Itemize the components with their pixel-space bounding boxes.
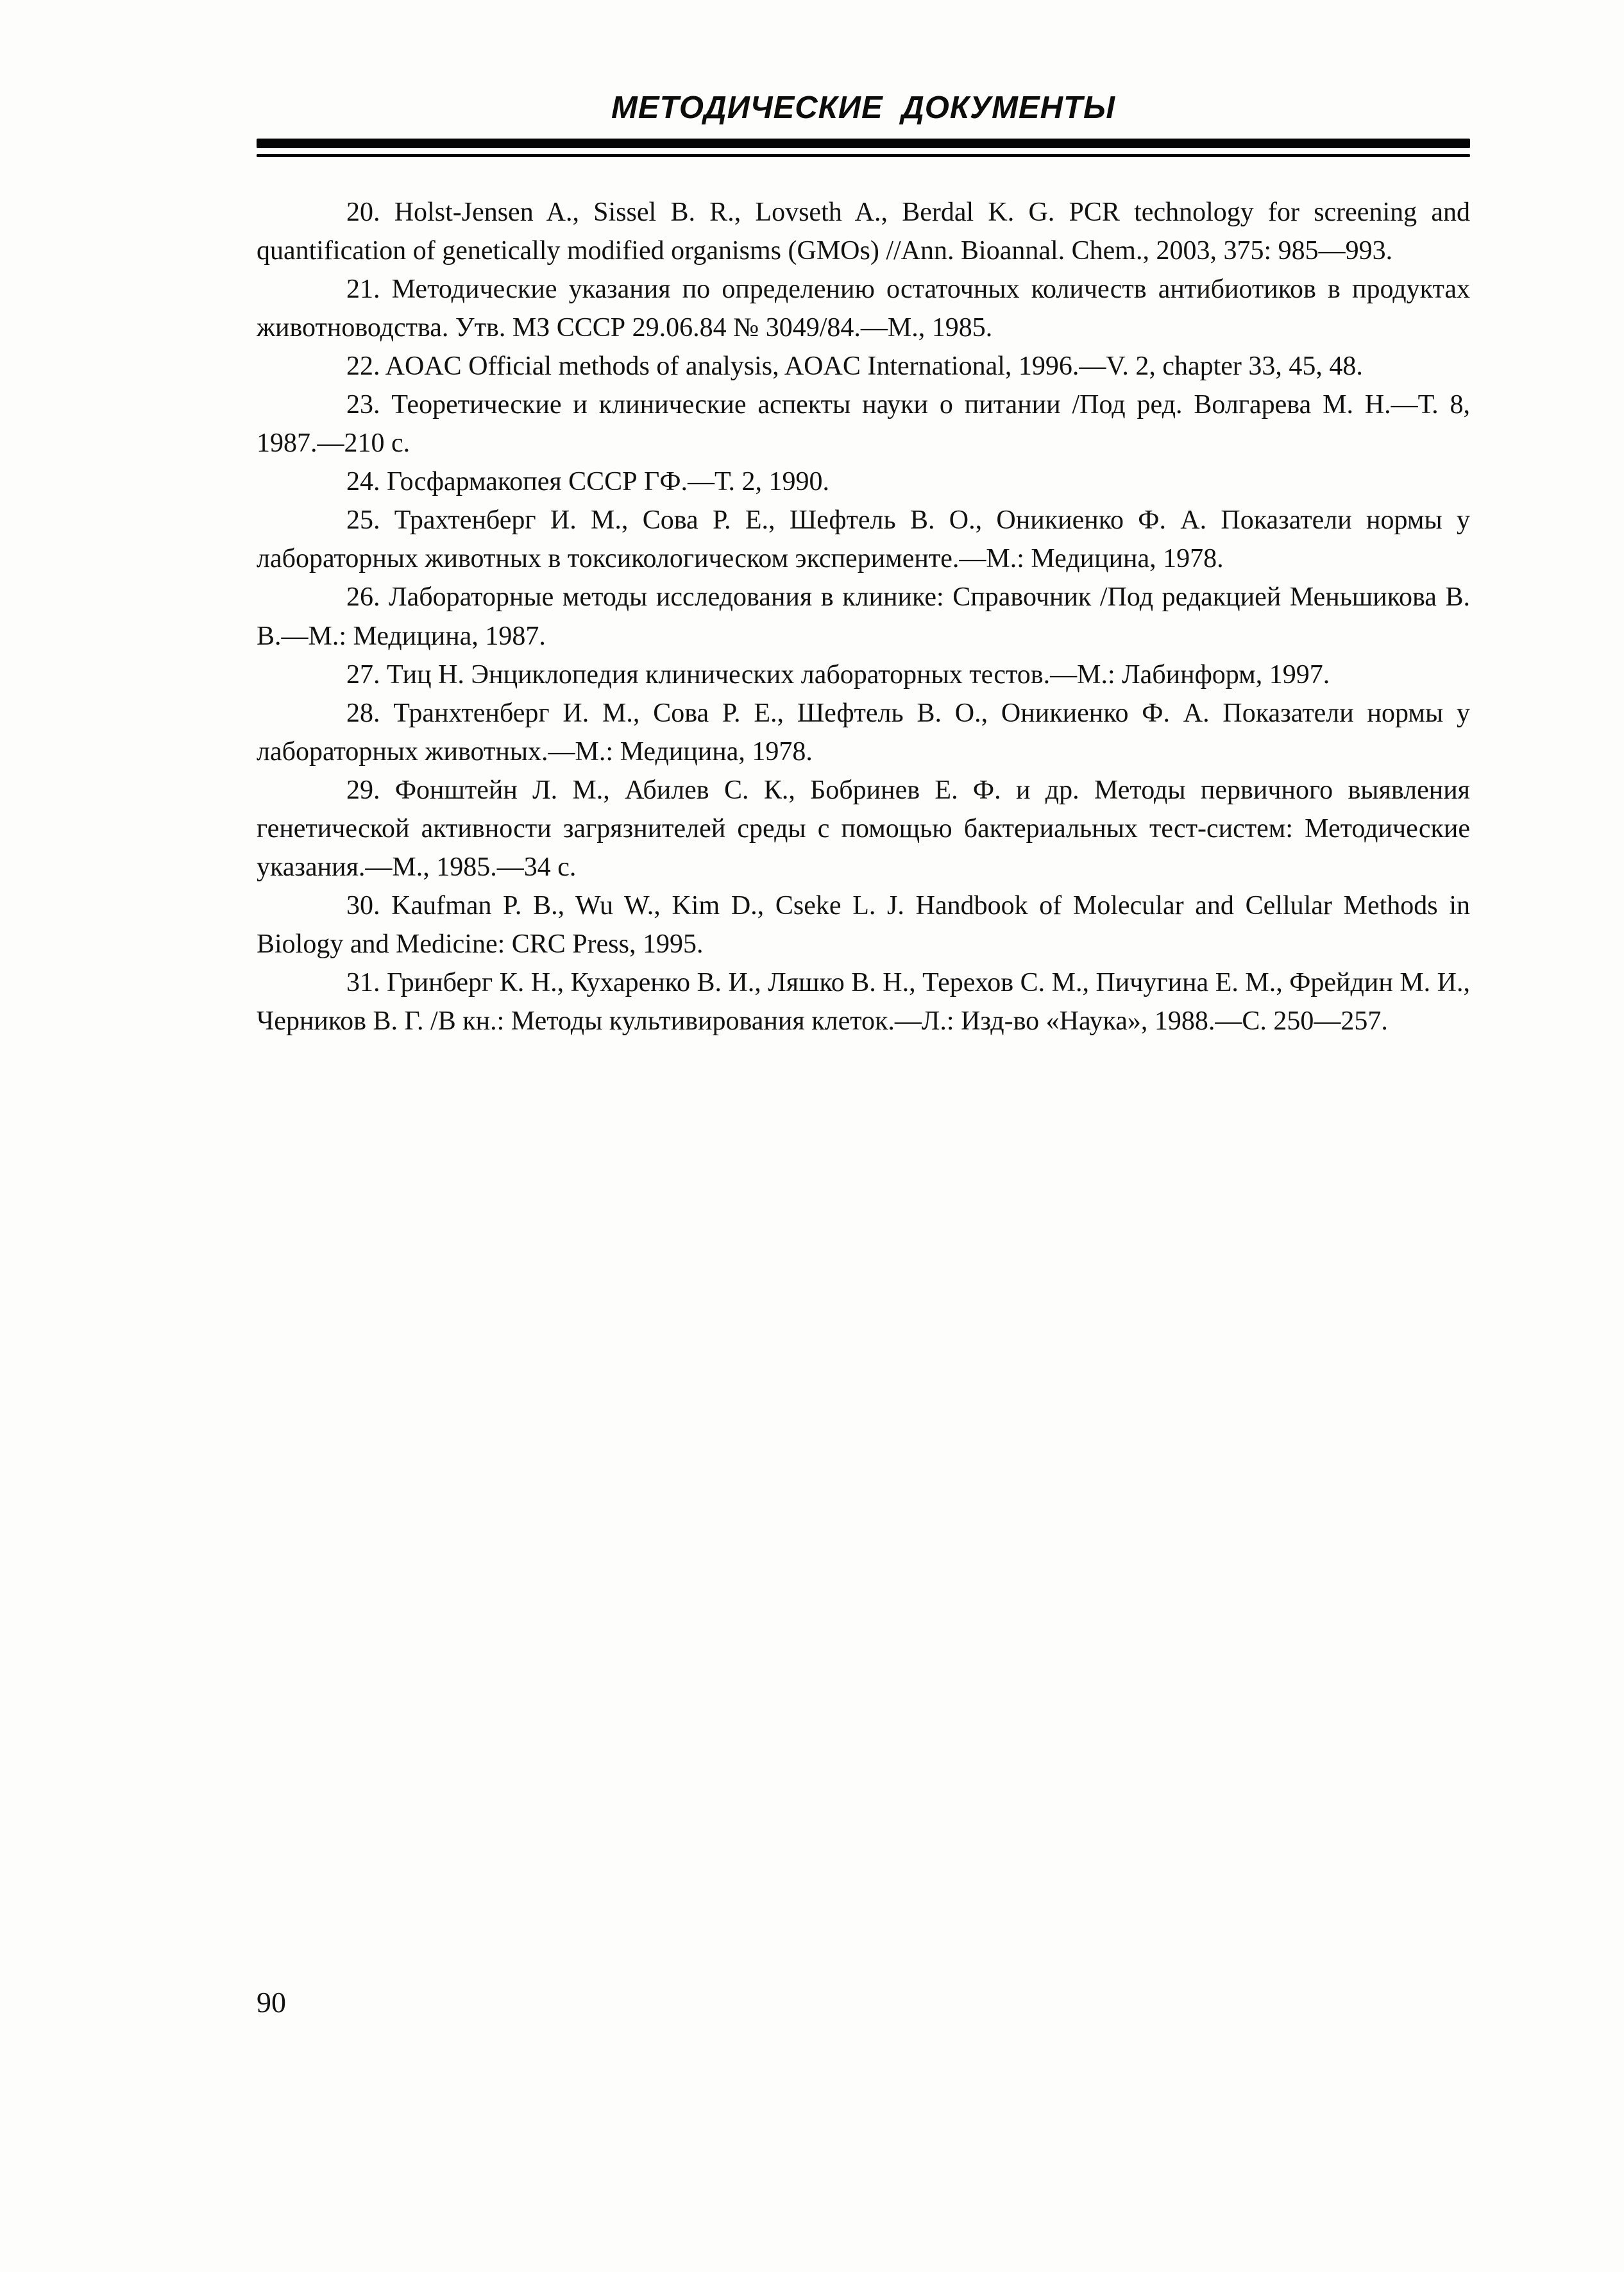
reference-item: 27. Тиц Н. Энциклопедия клинических лабораторных тестов.—М.: Лабинформ, 1997. xyxy=(346,659,1330,690)
reference-item: 21. Методические указания по определению остаточных количеств антибиотиков в продуктах животноводства. Утв. МЗ СССР 29.06.84 № 3049/84.—М., 1985. xyxy=(257,275,1470,343)
reference-item: 22. AOAC Official methods of analysis, AOAC International, 1996.—V. 2, chapter 33, 45, 48. xyxy=(346,352,1363,382)
page-header xyxy=(257,90,1470,157)
page-content xyxy=(257,90,1470,1040)
reference-item: 29. Фонштейн Л. М., Абилев С. К., Бобринев Е. Ф. и др. Методы первичного выявления генетической активности загрязнителей среды с помощью бактериальных тест-систем: Методические указания.—М., 1985.—34 с. xyxy=(257,775,1470,882)
page-number: 90 xyxy=(257,1986,286,2019)
page-title: МЕТОДИЧЕСКИЕ ДОКУМЕНТЫ xyxy=(611,90,1115,125)
reference-item: 25. Трахтенберг И. М., Сова Р. Е., Шефтель В. О., Оникиенко Ф. А. Показатели нормы у лабораторных животных в токсикологическом эксперименте.—М.: Медицина, 1978. xyxy=(257,505,1470,574)
header-rule-thin xyxy=(257,154,1470,157)
reference-item: 26. Лабораторные методы исследования в клинике: Справочник /Под редакцией Меньшикова В. В.—М.: Медицина, 1987. xyxy=(257,582,1470,651)
reference-item: 20. Holst-Jensen A., Sissel B. R., Lovseth A., Berdal K. G. PCR technology for screening and quantification of genetically modified organisms (GMOs) //Ann. Bioannal. Chem., 2003, 375: 985—993. xyxy=(257,198,1470,266)
header-rule xyxy=(257,139,1470,157)
reference-item: 24. Госфармакопея СССР ГФ.—Т. 2, 1990. xyxy=(346,467,829,497)
references-list xyxy=(257,193,1470,1040)
reference-item: 28. Транхтенберг И. М., Сова Р. Е., Шефтель В. О., Оникиенко Ф. А. Показатели нормы у лабораторных животных.—М.: Медицина, 1978. xyxy=(257,698,1470,767)
reference-item: 30. Kaufman P. B., Wu W., Kim D., Cseke L. J. Handbook of Molecular and Cellular Methods in Biology and Medicine: CRC Press, 1995. xyxy=(257,890,1470,959)
header-rule-thick xyxy=(257,139,1470,148)
reference-item: 31. Гринберг К. Н., Кухаренко В. И., Ляшко В. Н., Терехов С. М., Пичугина Е. М., Фрейдин М. И., Черников В. Г. /В кн.: Методы культивирования клеток.—Л.: Изд-во «Наука», 1988.—С. 250—257. xyxy=(257,967,1470,1036)
reference-item: 23. Теоретические и клинические аспекты науки о питании /Под ред. Волгарева М. Н.—Т. 8, 1987.—210 с. xyxy=(257,390,1470,459)
